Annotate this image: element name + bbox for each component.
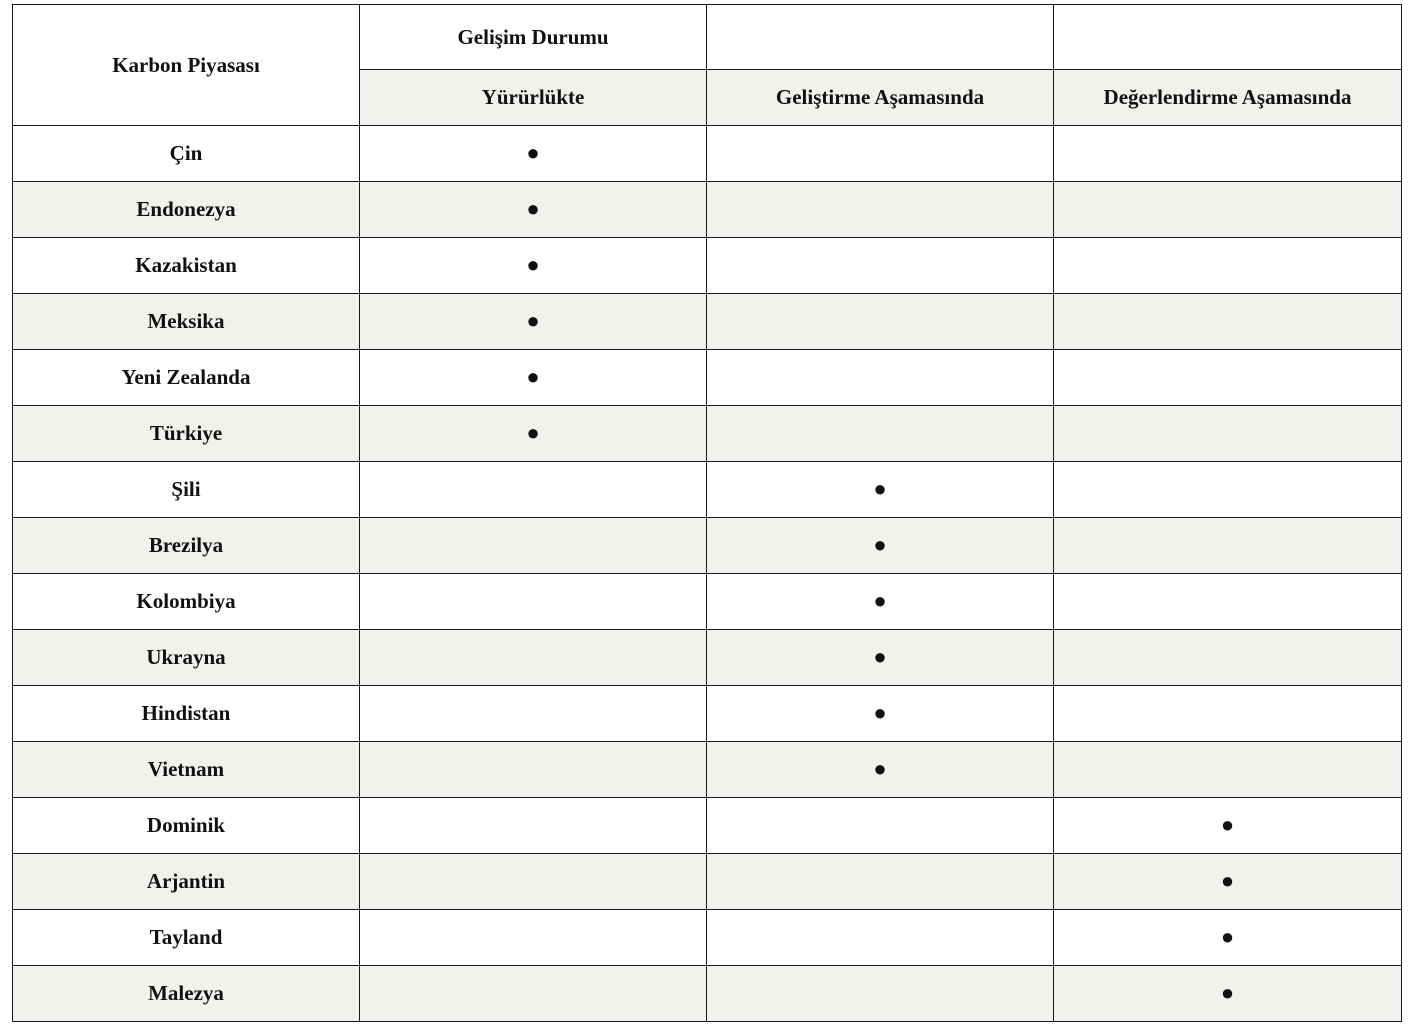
country-cell bbox=[13, 574, 360, 630]
table-row bbox=[13, 182, 1402, 238]
status-cell bbox=[360, 742, 707, 798]
country-name: Yeni Zealanda bbox=[121, 365, 251, 389]
status-cell bbox=[1054, 350, 1402, 406]
status-cell bbox=[360, 350, 707, 406]
status-dot-icon: ● bbox=[526, 252, 540, 277]
table-row bbox=[13, 126, 1402, 182]
status-cell bbox=[360, 294, 707, 350]
status-cell bbox=[1054, 462, 1402, 518]
carbon-market-table bbox=[12, 4, 1402, 1022]
status-dot-icon: ● bbox=[1220, 868, 1235, 893]
status-cell bbox=[360, 798, 707, 854]
status-cell bbox=[707, 574, 1054, 630]
status-cell bbox=[1054, 238, 1402, 294]
header-empty-cell bbox=[707, 5, 1054, 70]
header-empty-cell bbox=[1054, 5, 1402, 70]
table-row bbox=[13, 910, 1402, 966]
country-cell bbox=[13, 854, 360, 910]
status-dot-icon: ● bbox=[873, 756, 887, 781]
status-cell bbox=[360, 182, 707, 238]
country-name: Malezya bbox=[148, 981, 224, 1005]
status-dot-icon: ● bbox=[526, 140, 540, 165]
country-cell bbox=[13, 798, 360, 854]
status-cell bbox=[360, 518, 707, 574]
status-dot-icon: ● bbox=[873, 476, 887, 501]
table-row bbox=[13, 406, 1402, 462]
status-cell bbox=[1054, 630, 1402, 686]
status-cell bbox=[707, 126, 1054, 182]
status-cell bbox=[1054, 910, 1402, 966]
status-dot-icon: ● bbox=[526, 196, 540, 221]
country-name: Tayland bbox=[149, 925, 223, 949]
status-cell bbox=[1054, 126, 1402, 182]
country-cell bbox=[13, 406, 360, 462]
status-cell bbox=[360, 686, 707, 742]
country-cell bbox=[13, 518, 360, 574]
country-cell bbox=[13, 350, 360, 406]
country-name: Kazakistan bbox=[135, 253, 237, 277]
status-cell bbox=[1054, 406, 1402, 462]
status-cell bbox=[707, 798, 1054, 854]
status-header-label: Yürürlükte bbox=[481, 85, 585, 109]
status-cell bbox=[360, 966, 707, 1022]
status-cell bbox=[1054, 966, 1402, 1022]
status-cell bbox=[707, 350, 1054, 406]
country-name: Hindistan bbox=[141, 701, 231, 725]
status-header-label: Değerlendirme Aşamasında bbox=[1103, 85, 1352, 109]
status-dot-icon: ● bbox=[1220, 812, 1235, 837]
status-cell bbox=[360, 238, 707, 294]
country-name: Vietnam bbox=[147, 757, 225, 781]
status-cell bbox=[360, 406, 707, 462]
status-dot-icon: ● bbox=[873, 644, 887, 669]
status-dot-icon: ● bbox=[526, 420, 540, 445]
status-header-in-force bbox=[360, 70, 707, 126]
table-row bbox=[13, 518, 1402, 574]
status-cell bbox=[707, 910, 1054, 966]
country-name: Arjantin bbox=[146, 869, 226, 893]
status-cell bbox=[360, 854, 707, 910]
country-cell bbox=[13, 294, 360, 350]
status-cell bbox=[707, 854, 1054, 910]
country-cell bbox=[13, 630, 360, 686]
country-cell bbox=[13, 238, 360, 294]
header-row-top bbox=[13, 5, 1402, 70]
status-cell bbox=[707, 742, 1054, 798]
status-cell bbox=[360, 910, 707, 966]
status-cell bbox=[360, 126, 707, 182]
status-cell bbox=[1054, 686, 1402, 742]
status-cell bbox=[1054, 798, 1402, 854]
status-cell bbox=[707, 238, 1054, 294]
status-cell bbox=[707, 630, 1054, 686]
status-cell bbox=[1054, 854, 1402, 910]
status-header-in-development bbox=[707, 70, 1054, 126]
table-row bbox=[13, 798, 1402, 854]
table-row bbox=[13, 854, 1402, 910]
status-header-label: Geliştirme Aşamasında bbox=[775, 85, 985, 109]
status-dot-icon: ● bbox=[873, 532, 887, 557]
country-cell bbox=[13, 182, 360, 238]
status-header-under-consideration bbox=[1054, 70, 1402, 126]
country-name: Brezilya bbox=[148, 533, 224, 557]
table-row bbox=[13, 574, 1402, 630]
status-dot-icon: ● bbox=[873, 588, 887, 613]
country-cell bbox=[13, 462, 360, 518]
table-row bbox=[13, 294, 1402, 350]
country-cell bbox=[13, 966, 360, 1022]
status-cell bbox=[1054, 294, 1402, 350]
country-name: Çin bbox=[169, 141, 203, 165]
country-cell bbox=[13, 126, 360, 182]
column-header-label: Karbon Piyasası bbox=[112, 52, 260, 77]
status-cell bbox=[707, 182, 1054, 238]
table-row bbox=[13, 630, 1402, 686]
status-cell bbox=[707, 294, 1054, 350]
status-cell bbox=[1054, 182, 1402, 238]
country-name: Kolombiya bbox=[136, 589, 236, 613]
status-cell bbox=[1054, 518, 1402, 574]
country-cell bbox=[13, 686, 360, 742]
status-cell bbox=[1054, 574, 1402, 630]
status-cell bbox=[1054, 742, 1402, 798]
column-header-carbon-market bbox=[13, 5, 360, 126]
table-row bbox=[13, 686, 1402, 742]
status-dot-icon: ● bbox=[526, 364, 540, 389]
status-dot-icon: ● bbox=[873, 700, 887, 725]
country-cell bbox=[13, 742, 360, 798]
table-row bbox=[13, 350, 1402, 406]
country-name: Meksika bbox=[147, 309, 225, 333]
table-row bbox=[13, 742, 1402, 798]
status-dot-icon: ● bbox=[526, 308, 540, 333]
status-cell bbox=[360, 574, 707, 630]
table-row bbox=[13, 966, 1402, 1022]
status-dot-icon: ● bbox=[1220, 980, 1235, 1005]
status-cell bbox=[360, 630, 707, 686]
status-cell bbox=[707, 462, 1054, 518]
status-cell bbox=[707, 966, 1054, 1022]
country-name: Türkiye bbox=[149, 421, 223, 445]
status-cell bbox=[360, 462, 707, 518]
table-row bbox=[13, 238, 1402, 294]
status-cell bbox=[707, 406, 1054, 462]
group-header-label: Gelişim Durumu bbox=[457, 24, 609, 49]
table-row bbox=[13, 462, 1402, 518]
status-dot-icon: ● bbox=[1220, 924, 1235, 949]
country-cell bbox=[13, 910, 360, 966]
country-name: Şili bbox=[171, 477, 201, 501]
country-name: Ukrayna bbox=[146, 645, 226, 669]
country-name: Dominik bbox=[146, 813, 226, 837]
group-header-development-status bbox=[360, 5, 707, 70]
status-cell bbox=[707, 518, 1054, 574]
country-name: Endonezya bbox=[136, 197, 236, 221]
status-cell bbox=[707, 686, 1054, 742]
